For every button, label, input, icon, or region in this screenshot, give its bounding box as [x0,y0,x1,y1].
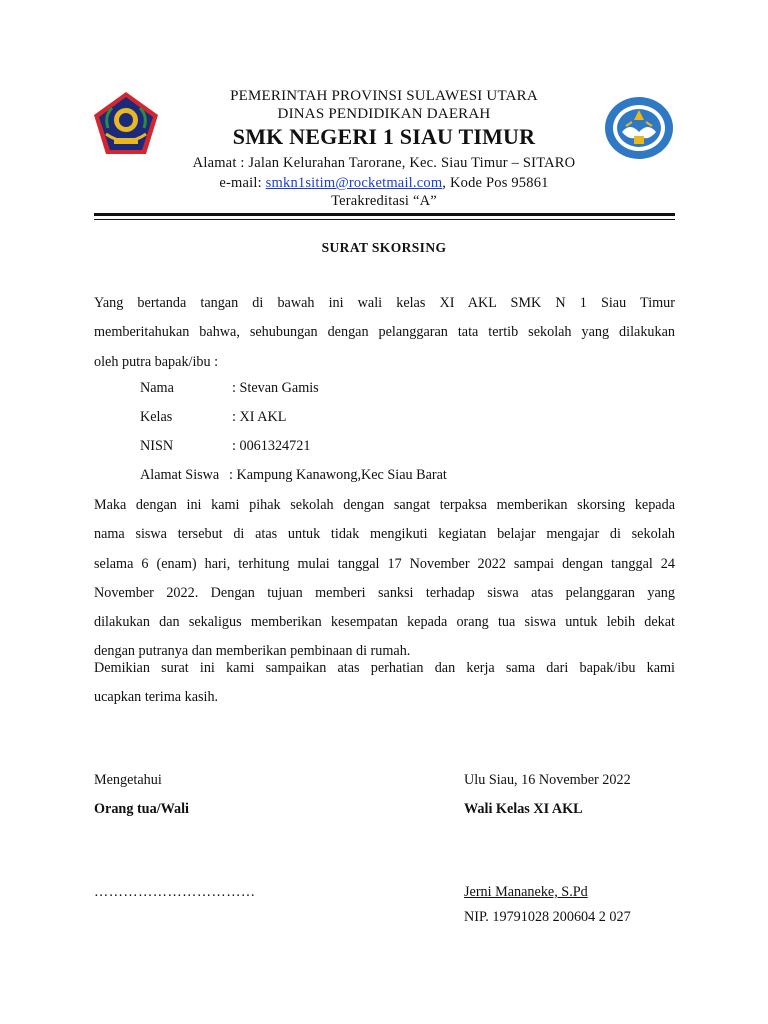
right-role: Wali Kelas XI AKL [464,801,583,817]
right-place-date: Ulu Siau, 16 November 2022 [464,772,631,788]
intro-paragraph [94,289,675,377]
header-department: DINAS PENDIDIKAN DAERAH [277,106,491,122]
field-label-class: Kelas [140,409,173,425]
header-accreditation: Terakreditasi “A” [331,193,437,209]
body-line: November 2022. Dengan tujuan memberi sanksi terhadap siswa atas pelanggaran yang [94,584,675,601]
header-rule-thick [94,213,675,216]
header-address: Alamat : Jalan Kelurahan Tarorane, Kec. Siau Timur – SITARO [192,155,576,171]
field-value-address: : Kampung Kanawong,Kec Siau Barat [229,467,447,483]
field-label-address: Alamat Siswa [140,467,220,483]
header-contact [0,175,768,192]
header-rule-thin [94,219,675,220]
body-line: Maka dengan ini kami pihak sekolah dengan sangat terpaksa memberikan skorsing kepada [94,497,675,513]
field-label-nisn: NISN [140,438,174,454]
intro-line: oleh putra bapak/ibu : [94,353,219,370]
header-government: PEMERINTAH PROVINSI SULAWESI UTARA [230,88,538,104]
email-prefix: e-mail: [219,175,266,191]
field-value-class: : XI AKL [232,409,287,425]
body-paragraph [94,491,675,667]
body-line: nama siswa tersebut di atas untuk tidak mengikuti kegiatan belajar mengajar di sekolah [94,526,675,543]
closing-paragraph [94,654,675,713]
left-role: Orang tua/Wali [94,801,189,817]
field-label-name: Nama [140,380,174,396]
closing-line: ucapkan terima kasih. [94,689,219,706]
body-line: dengan putranya dan memberikan pembinaan di rumah. [94,643,411,660]
header-school-name: SMK NEGERI 1 SIAU TIMUR [232,124,536,149]
email-link[interactable]: smkn1sitim@rocketmail.com [265,175,443,191]
right-signer-nip: NIP. 19791028 200604 2 027 [464,909,631,925]
postal-code: , Kode Pos 95861 [442,175,549,191]
right-signer-name: Jerni Mananeke, S.Pd [464,884,588,900]
intro-line: memberitahukan bahwa, sehubungan dengan pelanggaran tata tertib sekolah yang dilakukan [94,324,675,341]
field-value-nisn: : 0061324721 [232,438,311,454]
left-signature-line: …………………………… [94,884,256,900]
intro-line: Yang bertanda tangan di bawah ini wali kelas XI AKL SMK N 1 Siau Timur [94,295,675,311]
closing-line: Demikian surat ini kami sampaikan atas perhatian dan kerja sama dari bapak/ibu kami [94,660,675,676]
letter-title: SURAT SKORSING [321,240,447,255]
body-line: selama 6 (enam) hari, terhitung mulai tanggal 17 November 2022 sampai dengan tanggal 24 [94,555,675,572]
left-caption: Mengetahui [94,772,162,788]
field-value-name: : Stevan Gamis [232,380,319,396]
body-line: dilakukan dan sekaligus memberikan kesempatan kepada orang tua siswa untuk lebih dekat [94,614,675,631]
